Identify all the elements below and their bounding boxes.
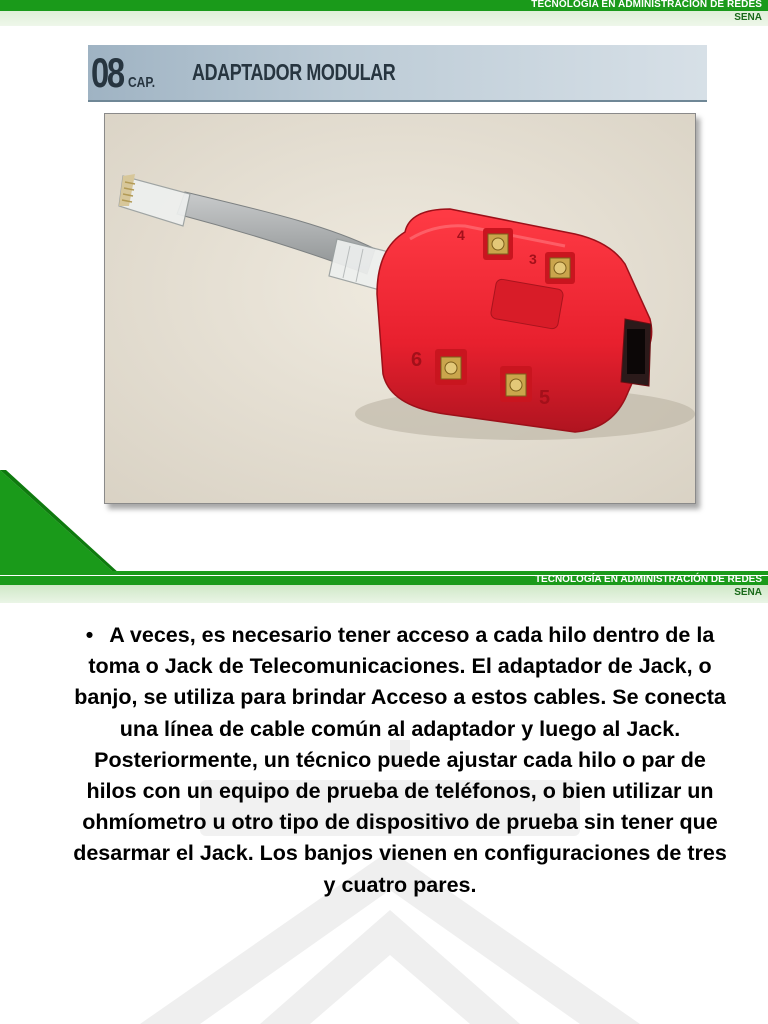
- terminal-number-4: 4: [457, 227, 465, 243]
- body-paragraph-text: A veces, es necesario tener acceso a cada hilo dentro de la toma o Jack de Telecomunicaciones. El adaptador de Jack, o banjo, se utiliza para brindar Acceso a estos cables. Se conecta una línea de cable común al adaptador y luego al Jack. Posteriormente, un técnico puede ajustar cada hilo o par de hilos con un equipo de prueba de teléfonos, o bien utilizar un ohmíometro u otro tipo de dispositivo de prueba sin tener que desarmar el Jack. Los banjos vienen en configuraciones de tres y cuatro pares.: [73, 623, 727, 897]
- chapter-title: ADAPTADOR MODULAR: [192, 59, 396, 85]
- chapter-banner: [88, 45, 707, 102]
- terminal-number-5: 5: [539, 387, 551, 409]
- modular-adapter-illustration: [105, 114, 695, 503]
- terminal-number-3: 3: [529, 251, 537, 267]
- mid-header-bar: [0, 571, 768, 603]
- terminal-number-6: 6: [411, 349, 423, 371]
- header-institution: SENA: [734, 12, 762, 23]
- mid-header-program-title: TECNOLOGÍA EN ADMINISTRACIÓN DE REDES: [534, 574, 762, 585]
- header-program-title: TECNOLOGÍA EN ADMINISTRACIÓN DE REDES: [531, 0, 762, 10]
- chapter-number: 08: [91, 49, 123, 96]
- mid-header-institution: SENA: [734, 587, 762, 598]
- green-corner-triangle: [0, 470, 120, 578]
- bullet-marker: •: [85, 623, 94, 647]
- top-header-bar: [0, 0, 768, 26]
- chapter-cap-label: CAP.: [128, 74, 156, 91]
- body-paragraph: [70, 620, 730, 901]
- adapter-photo: [104, 113, 696, 504]
